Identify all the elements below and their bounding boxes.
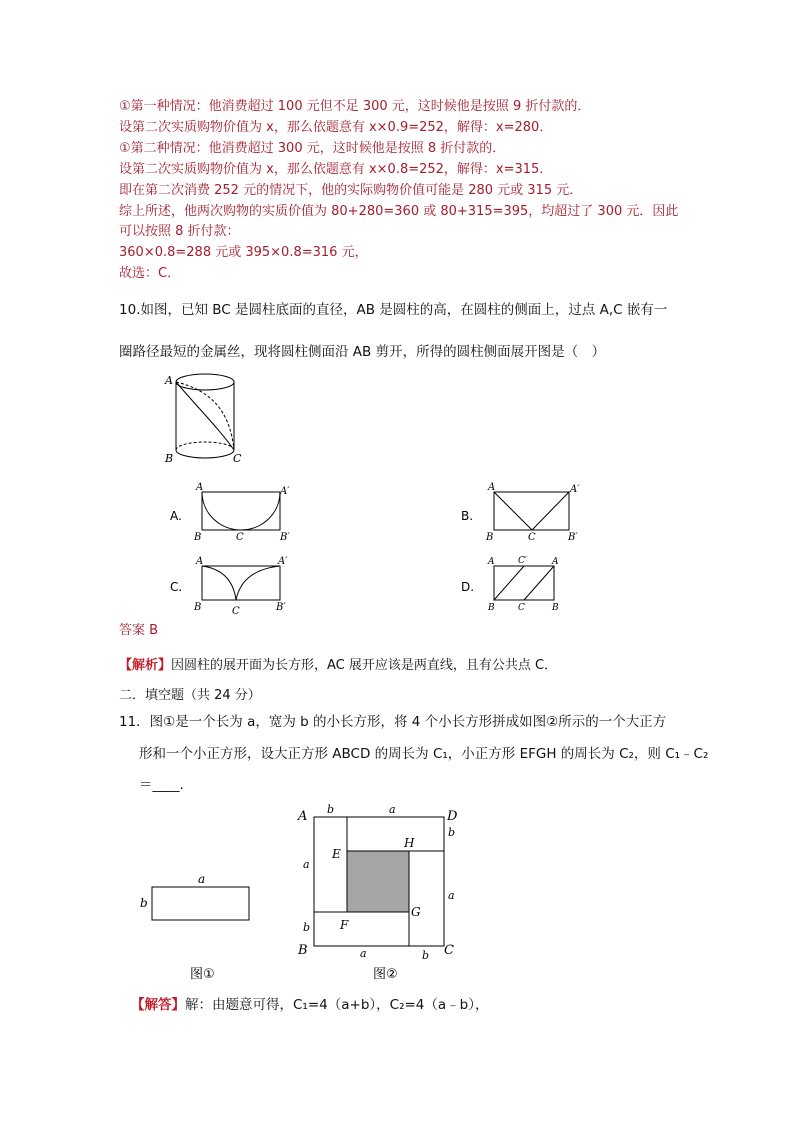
q11-answer: [131, 996, 488, 1014]
opt-a-B: B: [194, 532, 202, 543]
option-b-figure[interactable]: [484, 480, 594, 544]
fig2-label-H: H: [404, 836, 415, 850]
answer-tag: 【解答】: [131, 997, 185, 1013]
fig2-label-D: D: [447, 809, 458, 824]
solution-line-6: 综上所述，他两次购物的实质价值为 80+280=360 或 80+315=395，均超过了 300 元．因此: [119, 204, 679, 219]
opt-d-B2: B: [552, 603, 559, 613]
option-c-label[interactable]: C.: [170, 580, 183, 594]
cylinder-figure: [160, 370, 250, 470]
fig1-label-b: b: [140, 896, 148, 910]
section-heading: 二．填空题（共 24 分）: [119, 688, 261, 703]
label-C: C: [233, 452, 242, 465]
q11-text-line1: 11．图①是一个长为 a，宽为 b 的小长方形，将 4 个小长方形拼成如图②所示的一个大正方: [119, 714, 667, 730]
solution-line-3: ①第二种情况：他消费超过 300 元，这时候他是按照 8 折付款的．: [119, 141, 506, 156]
opt-d-Cp: C′: [518, 556, 527, 566]
label-A: A: [165, 374, 173, 387]
q10-text-line2: 圈路径最短的金属丝，现将圆柱侧面沿 AB 剪开，所得的圆柱侧面展开图是（ ）: [119, 344, 606, 360]
opt-d-A: A: [488, 557, 495, 567]
solution-line-2: 设第二次实质购物价值为 x，那么依题意有 x×0.9=252，解得：x=280．: [119, 120, 553, 135]
opt-a-A: A: [196, 482, 204, 493]
opt-c-Bp: B′: [276, 602, 286, 613]
fig2-label-C: C: [444, 943, 454, 958]
option-b-label[interactable]: B.: [461, 509, 474, 523]
figure-1-caption: 图①: [190, 967, 215, 982]
opt-c-A: A: [196, 556, 204, 567]
opt-b-Ap: A′: [570, 484, 580, 495]
fig2-top-b: b: [327, 803, 335, 816]
fig2-label-G: G: [411, 905, 421, 919]
opt-b-C: C: [528, 532, 536, 543]
option-c-figure[interactable]: [192, 552, 302, 616]
fig2-label-E: E: [332, 847, 341, 861]
fig2-label-F: F: [340, 918, 349, 932]
fig2-right-a: a: [448, 889, 455, 902]
opt-c-B: B: [194, 602, 202, 613]
q10-analysis: [119, 657, 557, 675]
fig2-label-A: A: [298, 809, 308, 824]
fig2-label-B: B: [298, 943, 308, 958]
figure-1-rectangle: [135, 870, 260, 930]
solution-line-9: 故选：C．: [119, 266, 181, 281]
q11-text-line3: ＝____．: [139, 777, 193, 793]
opt-a-C: C: [236, 532, 244, 543]
solution-line-1: ①第一种情况：他消费超过 100 元但不足 300 元，这时候他是按照 9 折付款的．: [119, 99, 591, 114]
option-a-label[interactable]: A.: [170, 509, 182, 523]
fig2-bottom-b: b: [422, 949, 430, 962]
opt-b-A: A: [488, 482, 496, 493]
solution-line-5: 即在第二次消费 252 元的情况下，他的实际购物价值可能是 280 元或 315 元．: [119, 183, 583, 198]
option-d-label[interactable]: D.: [461, 580, 475, 594]
fig2-left-a: a: [303, 858, 310, 871]
opt-d-C: C: [518, 603, 525, 613]
opt-d-A2: A: [552, 557, 559, 567]
answer-text: 解：由题意可得，C₁=4（a+b），C₂=4（a﹣b），: [185, 997, 489, 1013]
opt-b-B: B: [486, 532, 494, 543]
analysis-text: 因圆柱的展开面为长方形，AC 展开应该是两直线，且有公共点 C．: [171, 658, 558, 673]
analysis-tag: 【解析】: [119, 658, 172, 673]
solution-line-7: 可以按照 8 折付款：: [119, 224, 240, 239]
option-a-figure[interactable]: [192, 480, 302, 544]
figure-2-caption: 图②: [373, 967, 398, 982]
q10-answer: 答案 B: [119, 623, 159, 638]
opt-c-C: C: [232, 606, 240, 616]
fig2-bottom-a: a: [360, 947, 367, 960]
opt-a-Ap: A′: [280, 486, 290, 497]
fig2-left-b: b: [303, 921, 311, 934]
opt-a-Bp: B′: [280, 532, 290, 543]
fig2-top-a: a: [389, 803, 396, 816]
opt-d-B: B: [488, 603, 495, 613]
fig1-label-a: a: [198, 872, 206, 886]
q10-text-line1: 10.如图，已知 BC 是圆柱底面的直径，AB 是圆柱的高，在圆柱的侧面上，过点 A,C 嵌有一: [119, 302, 668, 318]
solution-line-4: 设第二次实质购物价值为 x，那么依题意有 x×0.8=252，解得：x=315．: [119, 162, 553, 177]
opt-b-Bp: B′: [568, 532, 578, 543]
label-B: B: [165, 452, 174, 465]
fig2-right-b: b: [448, 826, 456, 839]
solution-line-8: 360×0.8=288 元或 395×0.8=316 元，: [119, 245, 368, 260]
opt-c-Ap: A′: [278, 556, 288, 567]
figure-2-squares: [292, 800, 467, 965]
option-d-figure[interactable]: [484, 552, 594, 616]
q11-text-line2: 形和一个小正方形，设大正方形 ABCD 的周长为 C₁，小正方形 EFGH 的周长为 C₂，则 C₁﹣C₂: [139, 746, 709, 762]
